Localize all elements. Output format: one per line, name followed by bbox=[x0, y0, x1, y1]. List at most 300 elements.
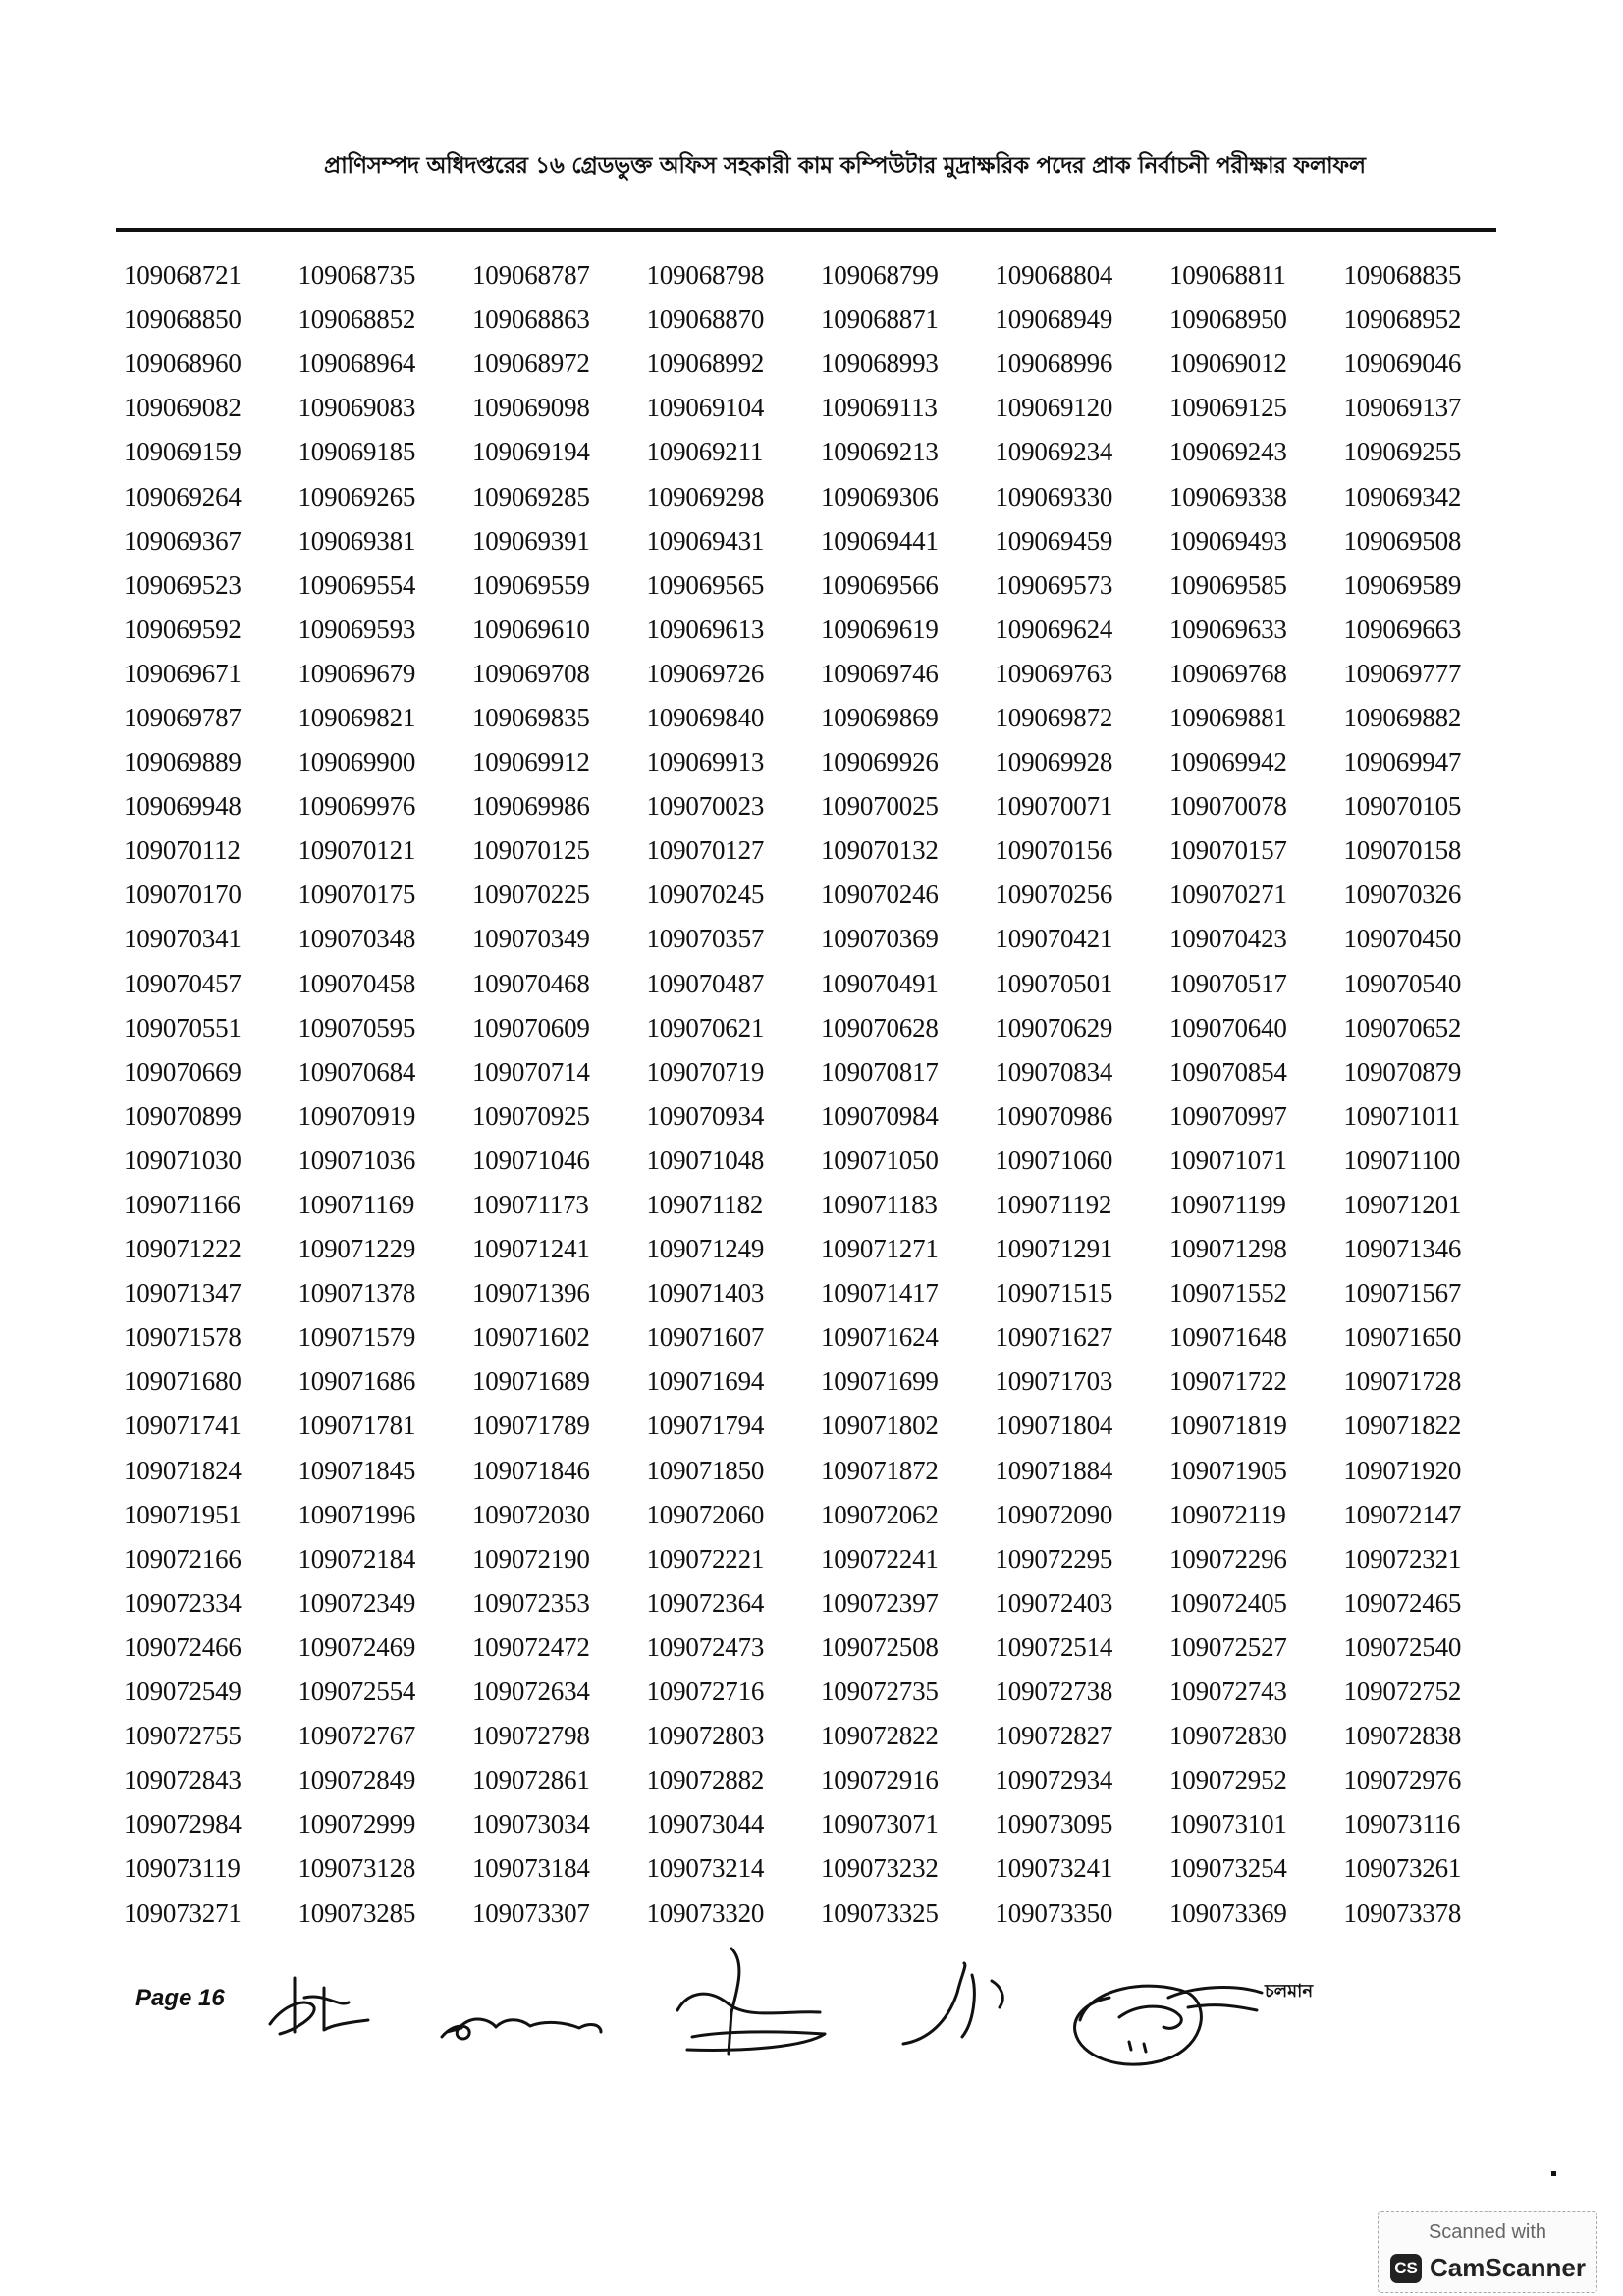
signature-2 bbox=[442, 2019, 601, 2039]
roll-number: 109073034 bbox=[472, 1809, 590, 1840]
roll-number: 109069947 bbox=[1343, 747, 1462, 777]
roll-number: 109068950 bbox=[1169, 304, 1287, 335]
roll-number: 109071624 bbox=[821, 1322, 939, 1353]
roll-number: 109069194 bbox=[472, 437, 590, 467]
roll-number: 109072353 bbox=[472, 1587, 590, 1618]
roll-number: 109073325 bbox=[821, 1897, 939, 1928]
roll-number: 109070934 bbox=[646, 1100, 765, 1131]
roll-number: 109068721 bbox=[124, 260, 242, 291]
table-row bbox=[124, 1139, 1518, 1183]
roll-number: 109068993 bbox=[821, 348, 939, 379]
roll-number: 109069234 bbox=[995, 437, 1113, 467]
roll-number: 109069976 bbox=[298, 791, 416, 822]
roll-number: 109069840 bbox=[646, 702, 765, 732]
table-row bbox=[124, 563, 1518, 608]
roll-number: 109071552 bbox=[1169, 1278, 1287, 1308]
roll-number: 109071905 bbox=[1169, 1455, 1287, 1485]
roll-number: 109070517 bbox=[1169, 968, 1287, 998]
camscanner-badge bbox=[1378, 2211, 1597, 2293]
table-row bbox=[124, 1670, 1518, 1714]
roll-number: 109069381 bbox=[298, 525, 416, 556]
roll-number: 109072466 bbox=[124, 1631, 242, 1662]
roll-number: 109070595 bbox=[298, 1012, 416, 1042]
roll-number: 109073271 bbox=[124, 1897, 242, 1928]
roll-number: 109071824 bbox=[124, 1455, 242, 1485]
roll-number: 109072296 bbox=[1169, 1543, 1287, 1574]
roll-number: 109073119 bbox=[124, 1853, 241, 1884]
roll-number: 109070491 bbox=[821, 968, 939, 998]
roll-number: 109070919 bbox=[298, 1100, 416, 1131]
roll-number: 109069285 bbox=[472, 481, 590, 511]
table-row bbox=[124, 962, 1518, 1006]
roll-number: 109070175 bbox=[298, 880, 416, 910]
roll-number: 109071183 bbox=[821, 1190, 938, 1220]
roll-number: 109069264 bbox=[124, 481, 242, 511]
roll-number: 109070369 bbox=[821, 924, 939, 954]
roll-number: 109070457 bbox=[124, 968, 242, 998]
roll-number: 109068804 bbox=[995, 260, 1113, 291]
roll-number: 109071722 bbox=[1169, 1366, 1287, 1397]
roll-number: 109073184 bbox=[472, 1853, 590, 1884]
table-row bbox=[124, 1095, 1518, 1139]
roll-number: 109071417 bbox=[821, 1278, 939, 1308]
roll-number: 109073232 bbox=[821, 1853, 939, 1884]
roll-number: 109069619 bbox=[821, 614, 939, 644]
roll-number: 109069213 bbox=[821, 437, 939, 467]
roll-number: 109068870 bbox=[646, 304, 765, 335]
roll-number: 109071567 bbox=[1343, 1278, 1462, 1308]
roll-number: 109072934 bbox=[995, 1765, 1113, 1795]
roll-number: 109069120 bbox=[995, 393, 1113, 423]
roll-number: 109073307 bbox=[472, 1897, 590, 1928]
roll-number: 109069926 bbox=[821, 747, 939, 777]
roll-number: 109072184 bbox=[298, 1543, 416, 1574]
roll-number: 109072321 bbox=[1343, 1543, 1462, 1574]
roll-number: 109069671 bbox=[124, 658, 242, 688]
roll-number: 109072738 bbox=[995, 1677, 1113, 1707]
roll-number: 109072465 bbox=[1343, 1587, 1462, 1618]
roll-number: 109069889 bbox=[124, 747, 242, 777]
roll-number: 109073214 bbox=[646, 1853, 765, 1884]
roll-number: 109068996 bbox=[995, 348, 1113, 379]
roll-number: 109070421 bbox=[995, 924, 1113, 954]
roll-number: 109072473 bbox=[646, 1631, 765, 1662]
roll-number: 109069726 bbox=[646, 658, 765, 688]
roll-number: 109072540 bbox=[1343, 1631, 1462, 1662]
roll-number: 109069942 bbox=[1169, 747, 1287, 777]
roll-number: 109070256 bbox=[995, 880, 1113, 910]
roll-number: 109069882 bbox=[1343, 702, 1462, 732]
roll-number: 109068992 bbox=[646, 348, 765, 379]
roll-number: 109071996 bbox=[298, 1499, 416, 1529]
roll-number: 109070629 bbox=[995, 1012, 1113, 1042]
roll-number: 109071578 bbox=[124, 1322, 242, 1353]
roll-number: 109072882 bbox=[646, 1765, 765, 1795]
roll-number: 109071884 bbox=[995, 1455, 1113, 1485]
roll-number: 109070156 bbox=[995, 835, 1113, 866]
roll-number: 109069391 bbox=[472, 525, 590, 556]
signature-5 bbox=[1075, 1986, 1262, 2064]
roll-number: 109069523 bbox=[124, 569, 242, 600]
roll-number: 109069083 bbox=[298, 393, 416, 423]
roll-number: 109069137 bbox=[1343, 393, 1462, 423]
table-row bbox=[124, 474, 1518, 518]
roll-number: 109071819 bbox=[1169, 1411, 1287, 1441]
roll-number: 109069787 bbox=[124, 702, 242, 732]
roll-number: 109071689 bbox=[472, 1366, 590, 1397]
roll-number: 109072527 bbox=[1169, 1631, 1287, 1662]
roll-number: 109069663 bbox=[1343, 614, 1462, 644]
table-row bbox=[124, 1493, 1518, 1537]
header-rule bbox=[116, 228, 1496, 232]
roll-number: 109072295 bbox=[995, 1543, 1113, 1574]
table-row bbox=[124, 828, 1518, 873]
roll-number: 109070899 bbox=[124, 1100, 242, 1131]
roll-number-table bbox=[124, 253, 1518, 1936]
roll-number: 109071607 bbox=[646, 1322, 765, 1353]
roll-number: 109069821 bbox=[298, 702, 416, 732]
roll-number: 109072743 bbox=[1169, 1677, 1287, 1707]
table-row bbox=[124, 1581, 1518, 1626]
table-row bbox=[124, 1360, 1518, 1404]
roll-number: 109069633 bbox=[1169, 614, 1287, 644]
roll-number: 109070170 bbox=[124, 880, 242, 910]
roll-number: 109072397 bbox=[821, 1587, 939, 1618]
roll-number: 109069777 bbox=[1343, 658, 1462, 688]
roll-number: 109071741 bbox=[124, 1411, 242, 1441]
roll-number: 109071794 bbox=[646, 1411, 765, 1441]
table-row bbox=[124, 253, 1518, 297]
roll-number: 109068850 bbox=[124, 304, 242, 335]
roll-number: 109071515 bbox=[995, 1278, 1113, 1308]
table-row bbox=[124, 608, 1518, 652]
table-row bbox=[124, 873, 1518, 917]
roll-number: 109073044 bbox=[646, 1809, 765, 1840]
roll-number: 109072755 bbox=[124, 1721, 242, 1751]
roll-number: 109069881 bbox=[1169, 702, 1287, 732]
roll-number: 109070879 bbox=[1343, 1056, 1462, 1087]
roll-number: 109071166 bbox=[124, 1190, 241, 1220]
roll-number: 109072827 bbox=[995, 1721, 1113, 1751]
roll-number: 109072549 bbox=[124, 1677, 242, 1707]
roll-number: 109071100 bbox=[1343, 1145, 1461, 1175]
roll-number: 109070684 bbox=[298, 1056, 416, 1087]
roll-number: 109072916 bbox=[821, 1765, 939, 1795]
roll-number: 109069573 bbox=[995, 569, 1113, 600]
roll-number: 109070078 bbox=[1169, 791, 1287, 822]
roll-number: 109070271 bbox=[1169, 880, 1287, 910]
roll-number: 109071781 bbox=[298, 1411, 416, 1441]
roll-number: 109072119 bbox=[1169, 1499, 1286, 1529]
roll-number: 109068871 bbox=[821, 304, 939, 335]
roll-number: 109070245 bbox=[646, 880, 765, 910]
roll-number: 109070468 bbox=[472, 968, 590, 998]
roll-number: 109070652 bbox=[1343, 1012, 1462, 1042]
roll-number: 109071579 bbox=[298, 1322, 416, 1353]
roll-number: 109071060 bbox=[995, 1145, 1113, 1175]
roll-number: 109069493 bbox=[1169, 525, 1287, 556]
roll-number: 109070628 bbox=[821, 1012, 939, 1042]
roll-number: 109071048 bbox=[646, 1145, 765, 1175]
roll-number: 109070157 bbox=[1169, 835, 1287, 866]
roll-number: 109069912 bbox=[472, 747, 590, 777]
roll-number: 109072984 bbox=[124, 1809, 242, 1840]
table-row bbox=[124, 1891, 1518, 1935]
roll-number: 109070997 bbox=[1169, 1100, 1287, 1131]
roll-number: 109069768 bbox=[1169, 658, 1287, 688]
document-title: প্রাণিসম্পদ অধিদপ্তরের ১৬ গ্রেডভুক্ত অফিস সহকারী কাম কম্পিউটার মুদ্রাক্ষরিক পদের প্রাক নির্বাচনী পরীক্ষার ফলাফল bbox=[324, 153, 1366, 179]
roll-number: 109069593 bbox=[298, 614, 416, 644]
roll-number: 109068835 bbox=[1343, 260, 1462, 291]
roll-number: 109069746 bbox=[821, 658, 939, 688]
signature-3 bbox=[677, 1949, 825, 2054]
roll-number: 109073369 bbox=[1169, 1897, 1287, 1928]
table-row bbox=[124, 1404, 1518, 1448]
table-row bbox=[124, 784, 1518, 828]
roll-number: 109068964 bbox=[298, 348, 416, 379]
roll-number: 109072999 bbox=[298, 1809, 416, 1840]
table-row bbox=[124, 1626, 1518, 1670]
roll-number: 109068735 bbox=[298, 260, 416, 291]
roll-number: 109071050 bbox=[821, 1145, 939, 1175]
roll-number: 109068960 bbox=[124, 348, 242, 379]
roll-number: 109070225 bbox=[472, 880, 590, 910]
roll-number: 109072472 bbox=[472, 1631, 590, 1662]
roll-number: 109072508 bbox=[821, 1631, 939, 1662]
roll-number: 109071920 bbox=[1343, 1455, 1462, 1485]
table-row bbox=[124, 519, 1518, 563]
roll-number: 109071872 bbox=[821, 1455, 939, 1485]
roll-number: 109070349 bbox=[472, 924, 590, 954]
roll-number: 109071850 bbox=[646, 1455, 765, 1485]
roll-number: 109069046 bbox=[1343, 348, 1462, 379]
roll-number: 109072767 bbox=[298, 1721, 416, 1751]
roll-number: 109072090 bbox=[995, 1499, 1113, 1529]
roll-number: 109070348 bbox=[298, 924, 416, 954]
roll-number: 109072190 bbox=[472, 1543, 590, 1574]
roll-number: 109071249 bbox=[646, 1234, 765, 1264]
roll-number: 109072241 bbox=[821, 1543, 939, 1574]
roll-number: 109070609 bbox=[472, 1012, 590, 1042]
roll-number: 109073254 bbox=[1169, 1853, 1287, 1884]
roll-number: 109069610 bbox=[472, 614, 590, 644]
roll-number: 109072514 bbox=[995, 1631, 1113, 1662]
roll-number: 109070423 bbox=[1169, 924, 1287, 954]
roll-number: 109070925 bbox=[472, 1100, 590, 1131]
roll-number: 109073241 bbox=[995, 1853, 1113, 1884]
roll-number: 109072166 bbox=[124, 1543, 242, 1574]
roll-number: 109071046 bbox=[472, 1145, 590, 1175]
roll-number: 109069835 bbox=[472, 702, 590, 732]
roll-number: 109070132 bbox=[821, 835, 939, 866]
table-row bbox=[124, 1449, 1518, 1493]
roll-number: 109070714 bbox=[472, 1056, 590, 1087]
roll-number: 109071627 bbox=[995, 1322, 1113, 1353]
roll-number: 109073320 bbox=[646, 1897, 765, 1928]
roll-number: 109069928 bbox=[995, 747, 1113, 777]
roll-number: 109069986 bbox=[472, 791, 590, 822]
roll-number: 109070719 bbox=[646, 1056, 765, 1087]
roll-number: 109070640 bbox=[1169, 1012, 1287, 1042]
roll-number: 109072469 bbox=[298, 1631, 416, 1662]
roll-number: 109070450 bbox=[1343, 924, 1462, 954]
roll-number: 109073285 bbox=[298, 1897, 416, 1928]
roll-number: 109069265 bbox=[298, 481, 416, 511]
roll-number: 109069367 bbox=[124, 525, 242, 556]
roll-number: 109071192 bbox=[995, 1190, 1112, 1220]
badge-top-text: Scanned with bbox=[1428, 2221, 1547, 2243]
roll-number: 109070669 bbox=[124, 1056, 242, 1087]
table-row bbox=[124, 1315, 1518, 1360]
table-row bbox=[124, 1758, 1518, 1802]
table-row bbox=[124, 1714, 1518, 1758]
roll-number: 109069559 bbox=[472, 569, 590, 600]
table-row bbox=[124, 1802, 1518, 1846]
roll-number: 109070458 bbox=[298, 968, 416, 998]
roll-number: 109070621 bbox=[646, 1012, 765, 1042]
scan-speck bbox=[1551, 2171, 1556, 2176]
table-row bbox=[124, 1537, 1518, 1581]
roll-number: 109072803 bbox=[646, 1721, 765, 1751]
table-row bbox=[124, 1846, 1518, 1891]
table-row bbox=[124, 1183, 1518, 1227]
roll-number: 109073261 bbox=[1343, 1853, 1462, 1884]
roll-number: 109070246 bbox=[821, 880, 939, 910]
roll-number: 109071699 bbox=[821, 1366, 939, 1397]
roll-number: 109072334 bbox=[124, 1587, 242, 1618]
table-row bbox=[124, 1271, 1518, 1315]
roll-number: 109069104 bbox=[646, 393, 765, 423]
roll-number: 109072976 bbox=[1343, 1765, 1462, 1795]
roll-number: 109072716 bbox=[646, 1677, 765, 1707]
roll-number: 109072634 bbox=[472, 1677, 590, 1707]
roll-number: 109070341 bbox=[124, 924, 242, 954]
roll-number: 109070986 bbox=[995, 1100, 1113, 1131]
roll-number: 109070540 bbox=[1343, 968, 1462, 998]
roll-number: 109068972 bbox=[472, 348, 590, 379]
roll-number: 109069592 bbox=[124, 614, 242, 644]
signature-1 bbox=[270, 1978, 368, 2034]
roll-number: 109069298 bbox=[646, 481, 765, 511]
roll-number: 109071036 bbox=[298, 1145, 416, 1175]
roll-number: 109072838 bbox=[1343, 1721, 1462, 1751]
roll-number: 109072349 bbox=[298, 1587, 416, 1618]
roll-number: 109069913 bbox=[646, 747, 765, 777]
roll-number: 109071173 bbox=[472, 1190, 589, 1220]
roll-number: 109071648 bbox=[1169, 1322, 1287, 1353]
roll-number: 109069255 bbox=[1343, 437, 1462, 467]
roll-number: 109069338 bbox=[1169, 481, 1287, 511]
roll-number: 109072060 bbox=[646, 1499, 765, 1529]
roll-number: 109070025 bbox=[821, 791, 939, 822]
roll-number: 109069243 bbox=[1169, 437, 1287, 467]
roll-number: 109068787 bbox=[472, 260, 590, 291]
roll-number: 109069948 bbox=[124, 791, 242, 822]
roll-number: 109068863 bbox=[472, 304, 590, 335]
roll-number: 109070125 bbox=[472, 835, 590, 866]
roll-number: 109071846 bbox=[472, 1455, 590, 1485]
roll-number: 109069708 bbox=[472, 658, 590, 688]
roll-number: 109070326 bbox=[1343, 880, 1462, 910]
roll-number: 109070112 bbox=[124, 835, 241, 866]
roll-number: 109071291 bbox=[995, 1234, 1113, 1264]
roll-number: 109071602 bbox=[472, 1322, 590, 1353]
roll-number: 109073378 bbox=[1343, 1897, 1462, 1928]
roll-number: 109071378 bbox=[298, 1278, 416, 1308]
roll-number: 109069330 bbox=[995, 481, 1113, 511]
roll-number: 109069082 bbox=[124, 393, 242, 423]
roll-number: 109070121 bbox=[298, 835, 416, 866]
roll-number: 109072554 bbox=[298, 1677, 416, 1707]
roll-number: 109072062 bbox=[821, 1499, 939, 1529]
roll-number: 109069306 bbox=[821, 481, 939, 511]
roll-number: 109072147 bbox=[1343, 1499, 1462, 1529]
roll-number: 109072221 bbox=[646, 1543, 765, 1574]
roll-number: 109072364 bbox=[646, 1587, 765, 1618]
roll-number: 109073101 bbox=[1169, 1809, 1287, 1840]
table-row bbox=[124, 652, 1518, 696]
roll-number: 109070984 bbox=[821, 1100, 939, 1131]
roll-number: 109068798 bbox=[646, 260, 765, 291]
roll-number: 109069508 bbox=[1343, 525, 1462, 556]
roll-number: 109071229 bbox=[298, 1234, 416, 1264]
roll-number: 109073128 bbox=[298, 1853, 416, 1884]
table-row bbox=[124, 1227, 1518, 1271]
roll-number: 109069441 bbox=[821, 525, 939, 556]
roll-number: 109068952 bbox=[1343, 304, 1462, 335]
roll-number: 109069900 bbox=[298, 747, 416, 777]
table-row bbox=[124, 386, 1518, 430]
roll-number: 109072849 bbox=[298, 1765, 416, 1795]
roll-number: 109069159 bbox=[124, 437, 242, 467]
roll-number: 109072843 bbox=[124, 1765, 242, 1795]
roll-number: 109071804 bbox=[995, 1411, 1113, 1441]
roll-number: 109072405 bbox=[1169, 1587, 1287, 1618]
roll-number: 109072798 bbox=[472, 1721, 590, 1751]
roll-number: 109073095 bbox=[995, 1809, 1113, 1840]
roll-number: 109072861 bbox=[472, 1765, 590, 1795]
roll-number: 109069012 bbox=[1169, 348, 1287, 379]
roll-number: 109073116 bbox=[1343, 1809, 1461, 1840]
roll-number: 109070071 bbox=[995, 791, 1113, 822]
roll-number: 109072752 bbox=[1343, 1677, 1462, 1707]
roll-number: 109071789 bbox=[472, 1411, 590, 1441]
roll-number: 109069613 bbox=[646, 614, 765, 644]
roll-number: 109070834 bbox=[995, 1056, 1113, 1087]
roll-number: 109069211 bbox=[646, 437, 764, 467]
table-row bbox=[124, 740, 1518, 784]
roll-number: 109072403 bbox=[995, 1587, 1113, 1618]
roll-number: 109069554 bbox=[298, 569, 416, 600]
roll-number: 109071845 bbox=[298, 1455, 416, 1485]
roll-number: 109070854 bbox=[1169, 1056, 1287, 1087]
roll-number: 109071802 bbox=[821, 1411, 939, 1441]
continued-label: চলমান bbox=[1265, 1981, 1314, 2002]
roll-number: 109069459 bbox=[995, 525, 1113, 556]
roll-number: 109071271 bbox=[821, 1234, 939, 1264]
roll-number: 109070551 bbox=[124, 1012, 242, 1042]
roll-number: 109070817 bbox=[821, 1056, 939, 1087]
roll-number: 109069566 bbox=[821, 569, 939, 600]
table-row bbox=[124, 917, 1518, 961]
table-row bbox=[124, 297, 1518, 342]
roll-number: 109070158 bbox=[1343, 835, 1462, 866]
roll-number: 109069589 bbox=[1343, 569, 1462, 600]
camscanner-icon: CS bbox=[1390, 2254, 1422, 2283]
roll-number: 109071403 bbox=[646, 1278, 765, 1308]
roll-number: 109069869 bbox=[821, 702, 939, 732]
roll-number: 109069342 bbox=[1343, 481, 1462, 511]
